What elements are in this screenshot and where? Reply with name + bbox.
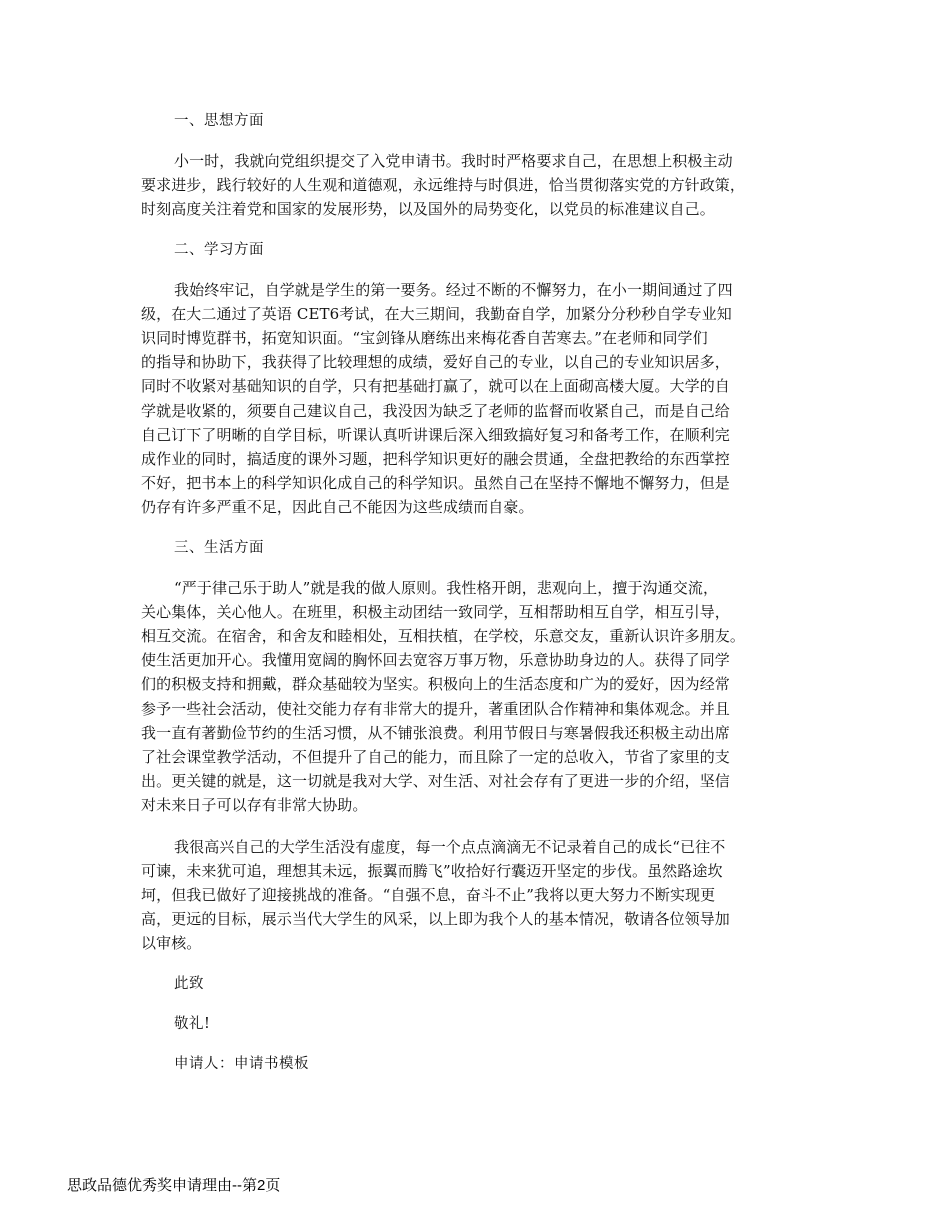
closing-regards: 敬礼! xyxy=(174,1015,211,1032)
paragraph-line: 对未来日子可以存有非常大协助。 xyxy=(141,796,368,815)
paragraph-line: 仍存有许多严重不足，因此自己不能因为这些成绩而自豪。 xyxy=(141,498,534,517)
paragraph-line: 不好，把书本上的科学知识化成自己的科学知识。虽然自己在坚持不懈地不懈努力，但是 xyxy=(141,474,730,493)
paragraph-line: 小一时，我就向党组织提交了入党申请书。我时时严格要求自己，在思想上积极主动 xyxy=(174,152,733,170)
paragraph-line: 级，在大二通过了英语 CET6考试，在大三期间，我勤奋自学，加紧分分秒秒自学专业知 xyxy=(141,304,732,323)
closing-salutation: 此致 xyxy=(174,975,204,992)
paragraph-thought xyxy=(141,149,821,222)
paragraph-line: 以审核。 xyxy=(141,934,202,953)
paragraph-line: 相互交流。在宿舍，和舍友和睦相处，互相扶植，在学校，乐意交友，重新认识许多朋友。 xyxy=(141,627,746,646)
paragraph-line: 自己订下了明晰的自学目标，听课认真听讲课后深入细致搞好复习和备考工作，在顺利完 xyxy=(141,425,730,444)
section-heading-thought: 一、思想方面 xyxy=(174,113,264,129)
paragraph-line: 要求进步，践行较好的人生观和道德观，永远维持与时俱进，恰当贯彻落实党的方针政策， xyxy=(141,176,746,195)
paragraph-line: 可谏，未来犹可追，理想其未远，振翼而腾飞”收拾好行囊迈开坚定的步伐。虽然路途坎 xyxy=(141,861,723,880)
paragraph-line: 参予一些社会活动，使社交能力存有非常大的提升，著重团队合作精神和集体观念。并且 xyxy=(141,699,730,718)
paragraph-line: 时刻高度关注着党和国家的发展形势，以及国外的局势变化，以党员的标准建议自己。 xyxy=(141,200,715,219)
paragraph-line: 同时不收紧对基础知识的自学，只有把基础打赢了，就可以在上面砌高楼大厦。大学的自 xyxy=(141,377,730,396)
paragraph-line: 坷，但我已做好了迎接挑战的准备。“自强不息，奋斗不止”我将以更大努力不断实现更 xyxy=(141,886,716,905)
paragraph-line: 了社会课堂教学活动，不但提升了自己的能力，而且除了一定的总收入，节省了家里的支 xyxy=(141,748,730,767)
section-heading-life: 三、生活方面 xyxy=(174,539,264,556)
paragraph-line: 的指导和协助下，我获得了比较理想的成绩，爱好自己的专业，以自己的专业知识居多， xyxy=(141,353,730,372)
document-body xyxy=(141,110,821,1093)
paragraph-life xyxy=(141,576,821,818)
paragraph-line: 高，更远的目标，展示当代大学生的风采，以上即为我个人的基本情况，敬请各位领导加 xyxy=(141,910,730,929)
paragraph-line: 我很高兴自己的大学生活没有虚度，每一个点点滴滴无不记录着自己的成长“已往不 xyxy=(174,837,726,856)
paragraph-line: 使生活更加开心。我懂用宽阔的胸怀回去宽容万事万物，乐意协助身边的人。获得了同学 xyxy=(141,651,730,670)
paragraph-line: 学就是收紧的，须要自己建议自己，我没因为缺乏了老师的监督而收紧自己，而是自己给 xyxy=(141,401,730,420)
paragraph-line: 识同时博览群书，拓宽知识面。“宝剑锋从磨练出来梅花香自苦寒去。”在老师和同学们 xyxy=(141,329,708,348)
paragraph-conclusion xyxy=(141,835,821,956)
paragraph-line: 们的积极支持和拥戴，群众基础较为坚实。积极向上的生活态度和广为的爱好，因为经常 xyxy=(141,675,730,694)
section-heading-study: 二、学习方面 xyxy=(174,241,264,258)
closing-applicant: 申请人：申请书模板 xyxy=(174,1055,309,1072)
page-footer: 思政品德优秀奖申请理由--第2页 xyxy=(67,1177,281,1194)
paragraph-line: 出。更关键的就是，这一切就是我对大学、对生活、对社会存有了更进一步的介绍，坚信 xyxy=(141,772,730,791)
paragraph-line: 关心集体，关心他人。在班里，积极主动团结一致同学，互相帮助相互自学，相互引导， xyxy=(141,602,730,621)
paragraph-line: 我始终牢记，自学就是学生的第一要务。经过不断的不懈努力，在小一期间通过了四 xyxy=(174,280,733,299)
paragraph-line: “严于律己乐于助人”就是我的做人原则。我性格开朗，悲观向上，擅于沟通交流， xyxy=(174,578,719,597)
paragraph-line: 我一直有著勤俭节约的生活习惯，从不铺张浪费。利用节假日与寒暑假我还积极主动出席 xyxy=(141,723,730,742)
paragraph-study xyxy=(141,278,821,520)
paragraph-line: 成作业的同时，搞适度的课外习题，把科学知识更好的融会贯通，全盘把教给的东西掌控 xyxy=(141,450,730,469)
